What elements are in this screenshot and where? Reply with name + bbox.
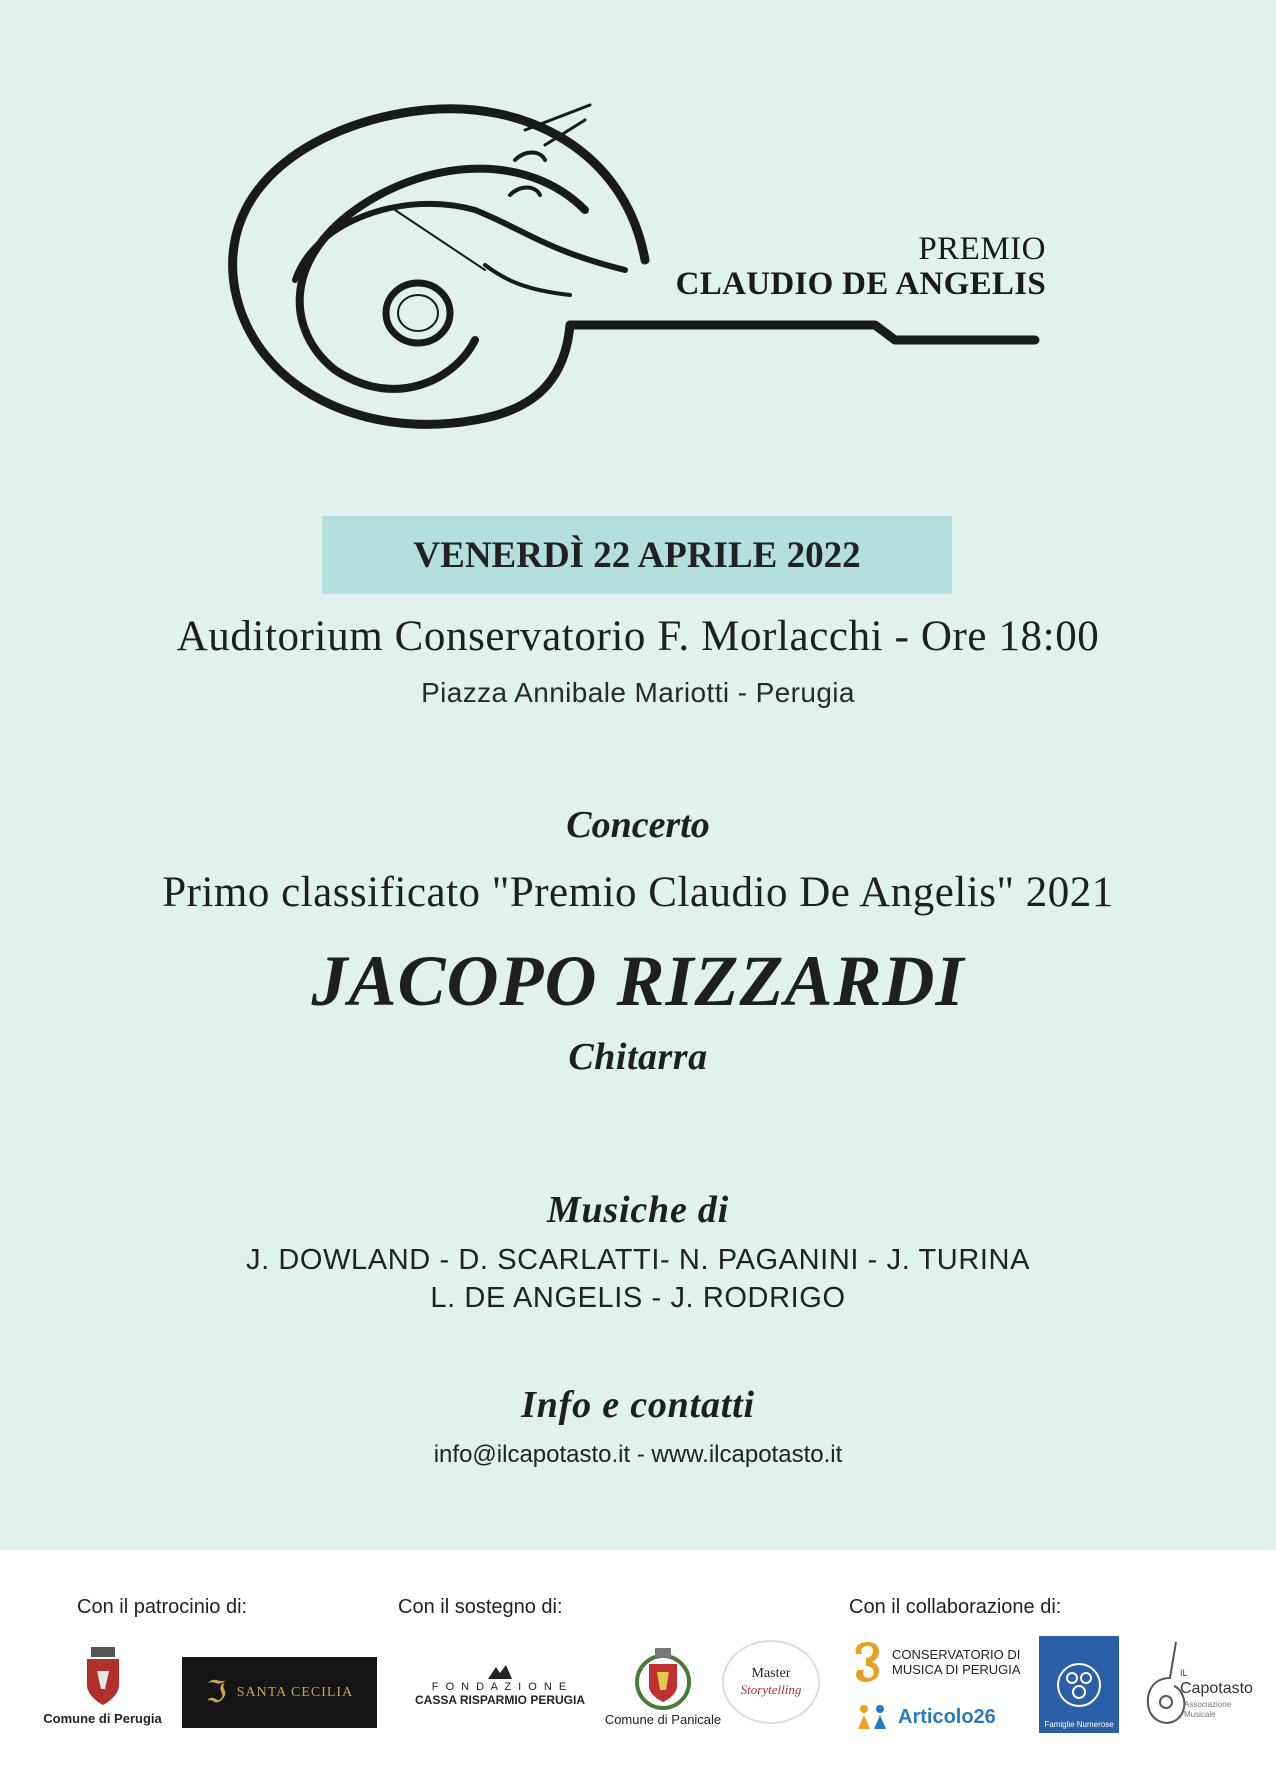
- capotasto-logo: [1140, 1638, 1270, 1730]
- capotasto-name: Capotasto: [1180, 1680, 1253, 1697]
- conservatorio-line1: CONSERVATORIO DI: [892, 1647, 1021, 1662]
- composers-line-2: L. DE ANGELIS - J. RODRIGO: [430, 1282, 846, 1314]
- articolo26-logo: [856, 1700, 1021, 1734]
- contacts-text: info@ilcapotasto.it - www.ilcapotasto.it: [433, 1441, 843, 1468]
- composers-line-1: J. DOWLAND - D. SCARLATTI- N. PAGANINI - J. TURINA: [245, 1244, 1031, 1276]
- santa-cecilia-logo: [182, 1657, 377, 1728]
- master-storytelling-logo: [722, 1640, 820, 1724]
- info-label: Info e contatti: [521, 1384, 755, 1426]
- date-banner: [322, 516, 952, 594]
- fondazione-bottom: CASSA RISPARMIO PERUGIA: [414, 1693, 585, 1707]
- event-venue: Auditorium Conservatorio F. Morlacchi - Ore 18:00: [176, 613, 1100, 660]
- santa-cecilia-monogram-icon: ℑ: [205, 1676, 227, 1709]
- santa-cecilia-label: SANTA CECILIA: [236, 1684, 354, 1700]
- logo-premio-text: PREMIO: [918, 231, 1046, 267]
- conservatorio-emblem-icon: [852, 1640, 884, 1684]
- griffin-icon: [486, 1663, 514, 1681]
- people-icon: [856, 1703, 892, 1731]
- perugia-crest-icon: [83, 1645, 123, 1707]
- capotasto-il: IL: [1180, 1668, 1188, 1678]
- famiglie-label: Famiglie Numerose: [1044, 1720, 1114, 1729]
- concert-label: Concerto: [566, 804, 710, 846]
- articolo26-label: Articolo26: [898, 1705, 996, 1728]
- comune-perugia-logo: [30, 1638, 175, 1733]
- storytelling-label: Storytelling: [740, 1682, 802, 1697]
- event-date: VENERDÌ 22 APRILE 2022: [413, 534, 861, 576]
- comune-perugia-label: Comune di Perugia: [43, 1711, 162, 1726]
- conservatorio-logo: [852, 1636, 1027, 1688]
- panicale-crest-icon: [635, 1646, 691, 1712]
- music-label: Musiche di: [546, 1189, 730, 1231]
- family-circle-icon: [1054, 1660, 1104, 1710]
- support-label: Con il sostegno di:: [398, 1596, 563, 1618]
- award-text: Primo classificato "Premio Claudio De Angelis" 2021: [162, 869, 1114, 916]
- comune-panicale-logo: [598, 1636, 728, 1736]
- famiglie-numerose-logo: [1039, 1636, 1119, 1733]
- master-label: Master: [751, 1666, 791, 1681]
- conservatorio-line2: MUSICA DI PERUGIA: [892, 1662, 1021, 1677]
- patronage-label: Con il patrocinio di:: [77, 1596, 248, 1618]
- performer-name: JACOPO RIZZARDI: [311, 941, 965, 1021]
- event-address: Piazza Annibale Mariotti - Perugia: [421, 677, 855, 708]
- instrument-label: Chitarra: [568, 1036, 708, 1078]
- fondazione-logo: [400, 1655, 600, 1715]
- logo-name-text: CLAUDIO DE ANGELIS: [675, 266, 1046, 302]
- capotasto-sub: Associazione Musicale: [1184, 1700, 1232, 1719]
- fondazione-top: F O N D A Z I O N E: [431, 1681, 569, 1693]
- collab-label: Con il collaborazione di:: [849, 1596, 1062, 1618]
- comune-panicale-label: Comune di Panicale: [604, 1711, 722, 1727]
